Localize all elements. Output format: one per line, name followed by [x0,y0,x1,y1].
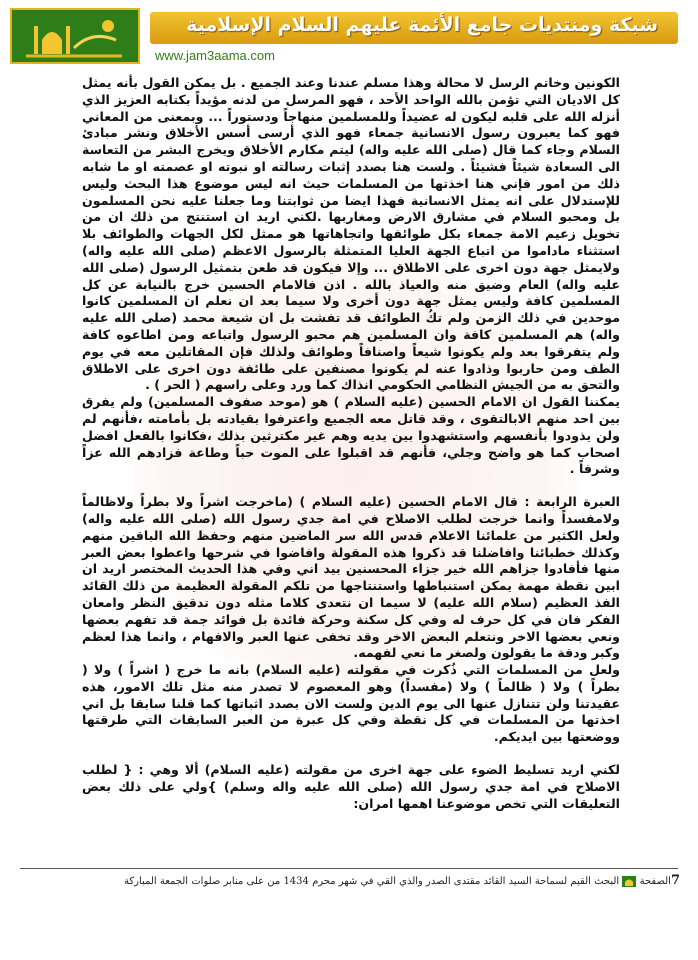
page-number: 7 [670,873,680,888]
footer-text: البحث القيم لسماحة السيد القائد مقتدى الصدر والذي القي في شهر محرم 1434 من على منابر صلوات الجمعة المباركة [124,876,620,887]
paragraph-4: ولعل من المسلمات التي ذُكرت في مقولته (عليه السلام) بانه ما خرج ( اشراً ) ولا ( بطراً ) ولا ( ظالماً ) ولا (مفسداً) وهو المعصوم لا تصدر منه مثل تلك الامور، هذه عقيدتنا ولن تتنازل عنها الى يوم الدين ولست الان بصدد اثباتها كما قلنا سابقا بل اني اخذتها من المسلمات في كل نقطة وفي كل عبرة من العبر السابقات التي طرقتها ووضعتها بين ايديكم. [82,662,620,745]
page-header [10,8,678,68]
mosque-emblem-icon [12,10,138,62]
page-label: الصفحة [639,876,671,887]
page-footer [18,873,680,888]
site-title: شبكة ومنتديات جامع الأئمة عليهم السلام الإسلامية [186,14,658,36]
paragraph-5: لكني اريد تسليط الضوء على جهة اخرى من مقولته (عليه السلام) ألا وهي : { لطلب الاصلاح في امة جدي رسول الله (صلى الله عليه واله وسلم) }ولي على ذلك بعض التعليقات التي تخص موضوعنا اهمها امران: [82,762,620,811]
site-logo [10,8,140,64]
mosque-icon [622,876,636,887]
site-url: www.jam3aama.com [155,48,275,63]
paragraph-3: العبرة الرابعة : قال الامام الحسين (عليه السلام ) (ماخرجت اشراً ولا بطراً ولاظالماً ولامفسداً وانما خرجت لطلب الاصلاح في امة جدي رسول الله (صلى الله عليه واله) ولعل الكثير من علمائنا الاعلام قدس الله سر الماضين منهم وحفظ الله الباقين منهم وكذلك خطبائنا وافاضلنا قد ذكروا هذه المقولة وافاضوا في شرحها واعطوا بعض العبر منها فأفادوا جزاهم الله خير جزاء المحسنين بيد اني وفي هذا الحديث المختصر اريد ان ابين نقطة مهمة يمكن استنباطها واستنتاجها من تلكم المقولة العظيمة من ذلك القائد الفذ العظيم (سلام الله عليه) لا سيما ان نتعدى كلاما مثله دون تدقيق النظر وامعان الفكر فان في كل حرف له وفي كل سكنة وحركة فائدة بل فوائد جمة قد تفهم بعضها ونعي بعضها الاخر ونتعلم البعض الاخر وقد تخفى عنها العبر والافهام ، وانما هذا لعظم وكبر ودقة ما يقولون ولصغر ما نعي لفهمه. [82,494,620,661]
paragraph-1: الكونين وخاتم الرسل لا محالة وهذا مسلم عندنا وعند الجميع . بل يمكن القول بأنه يمثل كل الاديان التي تؤمن بالله الواحد الأحد ، فهو المرسل من لدنه مؤيداً بكتابه العزيز الذي أنزله الله على قلبه ليكون له عضيداً وللمسلمين منهاجاً ودستوراً ... وبمعنى من المعاني فهو كما يعبرون رسول الانسانية جمعاء فهو الذي أرسى أسس الأخلاق ونشر مبادئ السلام وجاء كما قال (صلى الله عليه واله) ليتم مكارم الأخلاق ويخرج البشر من التعاسة الى السعادة شيئاً فشيئاً . ولست هنا بصدد إثبات رسالته او نبوته او عصمته او ما شابه ذلك من امور فإني هنا اخذتها من المسلمات حيث انه ليس موضوع هذا البحث وليس للإستدلال على انه يمثل الانسانية فهذا ايضا من ثوابتنا وما جعلنا عليه نحن المسلمون بل ومحبو السلام في مشارق الارض ومغاربها .لكني اريد ان استنتج من ذلك ان من تخويل زعيم الامة جمعاء بكل طوائفها واتجاهاتها هو ممثل لكل الجهات والطوائف بلا استثناء ماداموا من اتباع الجهة العليا المتمثلة بالرسول الاعظم (صلى الله عليه واله) ولايمثل جهة دون اخرى على الاطلاق ... وإلا فيكون قد طعن بتمثيل الرسول (صلى الله عليه واله) العام وضيق منه والعياذ بالله . اذن فالامام الحسين خرج بالنيابة عن كل المسلمين كافة وليس يمثل جهة دون أخرى ولا سيما بعد ان نعلم ان المسلمين كانوا موحدين في ذلك الزمن ولم تكُ الطوائف قد تفشت بل ان شيعة محمد (صلى الله عليه واله) هم المسلمين كافة وان المسلمين هم محبو الرسول واتباعه ومن اطاعوه كافة ولم يتفرقوا بعد ولم يكونوا شيعاً واصنافاً وطوائف ولذلك فإن المقاتلين معه في يوم الطف ومن حاربوا وذادوا عنه لم يكونوا مصنفين على طائفة دون اخرى على الاطلاق والتحق به من الجيش النظامي الحكومي انذاك كما ورد وعلى راسهم ( الحر ) . [82,75,620,393]
footer-divider [20,868,678,869]
article-body [82,75,620,812]
site-title-banner [150,12,678,44]
paragraph-2: يمكننا القول ان الامام الحسين (عليه السلام ) هو (موحد صفوف المسلمين) ولم يفرق بين احد منهم الابالتقوى ، وقد قاتل معه الجميع واعترفوا بقيادته بل بأمامته ،فأنهم لم ولن يذودوا بأنفسهم واستشهدوا بين يديه وهم غير مكترثين بذلك ،فكانوا بالفعل افضل اصحاب كما هو واضح وجلي، فأنهم قد اقبلوا على الموت حباً وطاعة فزادهم الله عزاً وشرفاً . [82,394,620,477]
